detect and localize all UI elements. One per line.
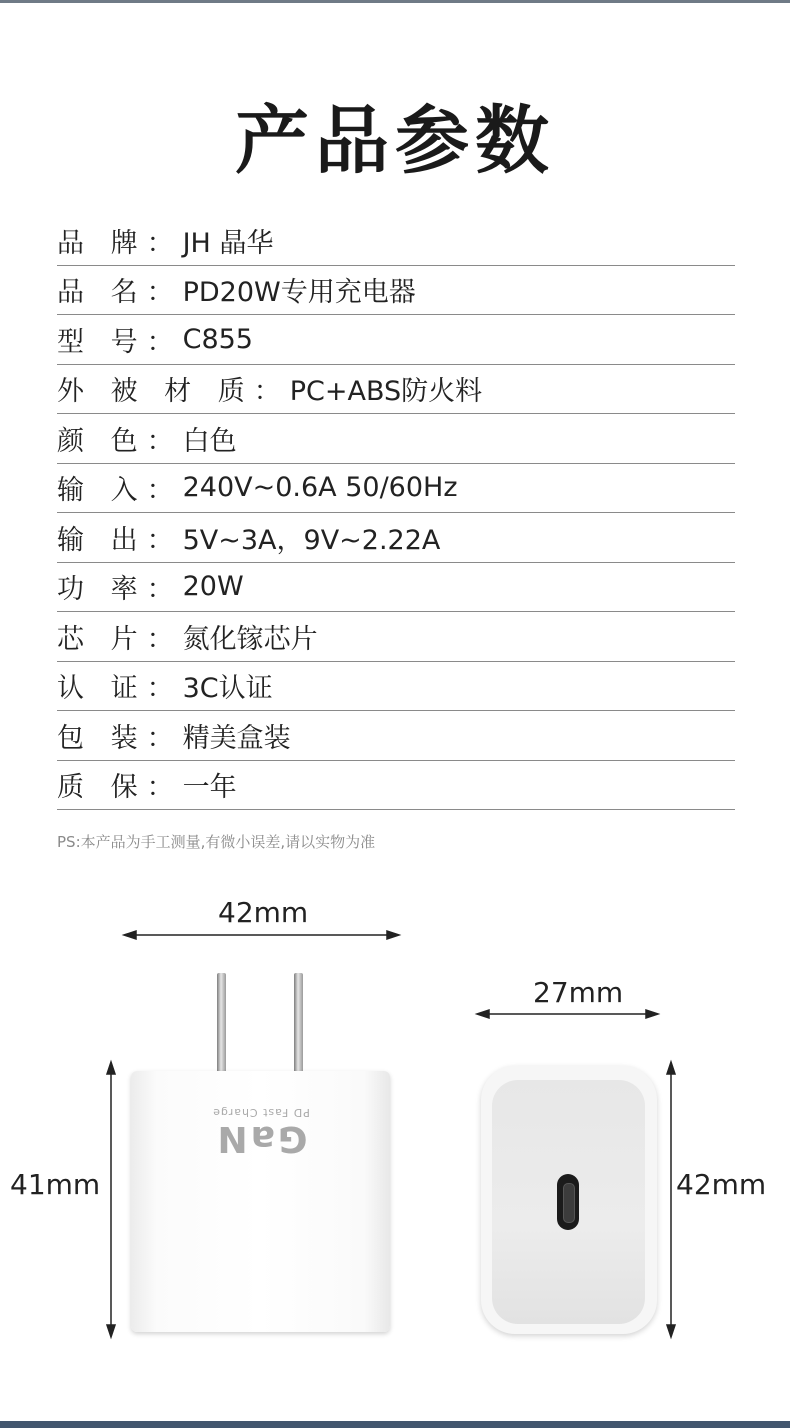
spec-label: 型 号： xyxy=(57,326,183,358)
side-width-arrow xyxy=(477,1010,658,1018)
front-width-arrow xyxy=(124,931,399,939)
spec-value: JH 晶华 xyxy=(182,227,274,259)
gan-logo: GaN xyxy=(214,1118,308,1159)
page-title: 产品参数 xyxy=(235,98,555,184)
spec-value: C855 xyxy=(182,323,253,355)
bottom-border xyxy=(0,1421,790,1428)
spec-label: 功 率： xyxy=(57,574,183,606)
spec-value: PD20W专用充电器 xyxy=(182,277,416,309)
side-height-label: 42mm xyxy=(676,1168,767,1201)
spec-value: 一年 xyxy=(182,772,237,804)
plug-prong-left xyxy=(217,973,226,1071)
side-height-arrow xyxy=(667,1062,675,1337)
spec-label: 品 名： xyxy=(57,277,183,309)
spec-value: 240V~0.6A 50/60Hz xyxy=(182,472,458,504)
spec-label: 颜 色： xyxy=(57,425,183,457)
side-width-label: 27mm xyxy=(533,976,624,1009)
spec-label: 外 被 材 质： xyxy=(57,376,290,408)
spec-label: 芯 片： xyxy=(57,623,183,655)
spec-label: 质 保： xyxy=(57,772,183,804)
spec-label: 包 装： xyxy=(57,722,183,754)
front-width-label: 42mm xyxy=(218,896,309,929)
front-height-label: 41mm xyxy=(10,1168,101,1201)
usb-c-port-tongue xyxy=(563,1183,575,1223)
charger-brand-print xyxy=(206,1097,316,1157)
measurement-note: PS:本产品为手工测量,有微小误差,请以实物为准 xyxy=(57,833,376,851)
spec-value: 氮化镓芯片 xyxy=(182,623,318,655)
spec-value: 白色 xyxy=(182,425,237,457)
plug-prong-right xyxy=(294,973,303,1071)
spec-label: 认 证： xyxy=(57,673,183,705)
spec-value: 5V~3A，9V~2.22A xyxy=(182,524,441,556)
spec-label: 品 牌： xyxy=(57,227,183,259)
spec-value: PC+ABS防火料 xyxy=(289,376,483,408)
pd-fast-charge-text: PD Fast Charge xyxy=(212,1106,310,1119)
front-height-arrow xyxy=(107,1062,115,1337)
spec-value: 20W xyxy=(182,571,244,603)
spec-value: 3C认证 xyxy=(182,673,273,705)
spec-value: 精美盒装 xyxy=(182,722,291,754)
spec-label: 输 出： xyxy=(57,524,183,556)
spec-label: 输 入： xyxy=(57,475,183,507)
